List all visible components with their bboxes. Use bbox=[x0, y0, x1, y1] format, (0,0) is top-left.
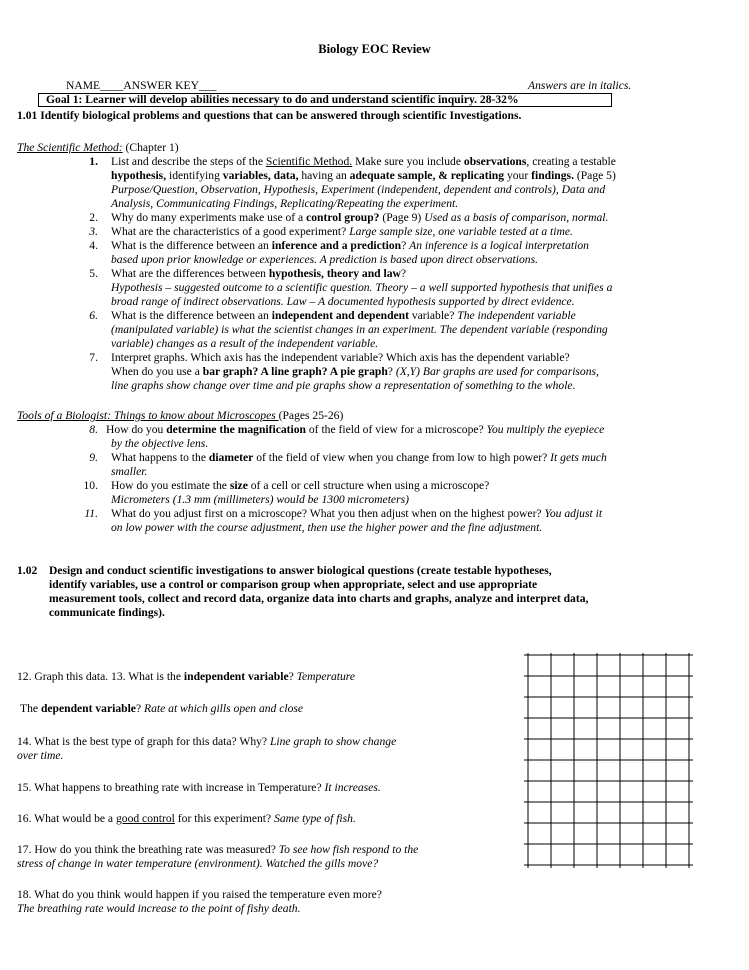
question-9: What happens to the diameter of the field of view when you change from low to high power? It gets much bbox=[111, 451, 607, 464]
answer-6-cont: variable) changes as a result of the independent variable. bbox=[111, 337, 379, 350]
objective-1-02-number: 1.02 bbox=[17, 564, 38, 577]
question-number: 11. bbox=[84, 507, 98, 520]
question-number: 2. bbox=[89, 211, 98, 224]
question-11: What do you adjust first on a microscope? What you then adjust when on the highest power? You adjust it bbox=[111, 507, 603, 520]
goal-box: Goal 1: Learner will develop abilities necessary to do and understand scientific inquiry. 28-32% bbox=[38, 93, 612, 107]
answer-1: Purpose/Question, Observation, Hypothesis, Experiment (independent, dependent and controls), Data and bbox=[111, 183, 606, 196]
question-1: List and describe the steps of the Scientific Method. Make sure you include observations, creating a testable bbox=[111, 155, 616, 168]
scientific-method-heading: The Scientific Method: (Chapter 1) bbox=[17, 141, 179, 154]
answer-7-cont: line graphs show change over time and pie graphs show a representation of something to the whole. bbox=[111, 379, 576, 392]
answer-9-cont: smaller. bbox=[111, 465, 148, 478]
question-6: What is the difference between an independent and dependent variable? The independent variable bbox=[111, 309, 576, 322]
answer-8-cont: by the objective lens. bbox=[111, 437, 209, 450]
answer-18: The breathing rate would increase to the point of fishy death. bbox=[17, 902, 301, 915]
name-line: NAME____ANSWER KEY___ bbox=[66, 79, 217, 92]
question-number: 6. bbox=[89, 309, 98, 322]
answers-note: Answers are in italics. bbox=[528, 79, 632, 92]
question-7-cont: When do you use a bar graph? A line graph? A pie graph? (X,Y) Bar graphs are used for comparisons, bbox=[111, 365, 599, 378]
blank-graph-grid bbox=[524, 653, 694, 869]
question-number: 5. bbox=[89, 267, 98, 280]
question-17: 17. How do you think the breathing rate was measured? To see how fish respond to the bbox=[17, 843, 419, 856]
answer-4-cont: based upon prior knowledge or experiences. A prediction is based upon direct observations. bbox=[111, 253, 538, 266]
question-number: 1. bbox=[89, 155, 98, 168]
question-2: Why do many experiments make use of a control group? (Page 9) Used as a basis of comparison, normal. bbox=[111, 211, 609, 224]
microscopes-heading: Tools of a Biologist: Things to know about Microscopes (Pages 25-26) bbox=[17, 409, 344, 422]
answer-10: Micrometers (1.3 mm (millimeters) would be 1300 micrometers) bbox=[111, 493, 409, 506]
question-number: 8. bbox=[89, 423, 98, 436]
answer-5: Hypothesis – suggested outcome to a scientific question. Theory – a well supported hypothesis that unifies a bbox=[111, 281, 613, 294]
question-4: What is the difference between an inference and a prediction? An inference is a logical interpretation bbox=[111, 239, 589, 252]
answer-6-cont: (manipulated variable) is what the scientist changes in an experiment. The dependent variable (responding bbox=[111, 323, 608, 336]
question-14: 14. What is the best type of graph for this data? Why? Line graph to show change bbox=[17, 735, 397, 748]
question-number: 10. bbox=[83, 479, 98, 492]
objective-1-02-text: measurement tools, collect and record data, organize data into charts and graphs, analyze and interpret data, bbox=[49, 592, 589, 605]
answer-14-cont: over time. bbox=[17, 749, 64, 762]
answer-5-cont: broad range of indirect observations. Law – A documented hypothesis supported by direct evidence. bbox=[111, 295, 575, 308]
question-1-cont: hypothesis, identifying variables, data, having an adequate sample, & replicating your findings. (Page 5) bbox=[111, 169, 616, 182]
question-8: How do you determine the magnification of the field of view for a microscope? You multiply the eyepiece bbox=[106, 423, 605, 436]
question-5: What are the differences between hypothesis, theory and law? bbox=[111, 267, 407, 280]
objective-1-02-text: identify variables, use a control or comparison group when appropriate, select and use appropriate bbox=[49, 578, 538, 591]
question-15: 15. What happens to breathing rate with increase in Temperature? It increases. bbox=[17, 781, 381, 794]
answer-1-cont: Analysis, Communicating Findings, Replicating/Repeating the experiment. bbox=[111, 197, 459, 210]
question-16: 16. What would be a good control for this experiment? Same type of fish. bbox=[17, 812, 356, 825]
question-number: 7. bbox=[89, 351, 98, 364]
objective-1-01: 1.01 Identify biological problems and questions that can be answered through scientific Investigations. bbox=[17, 109, 522, 122]
question-10: How do you estimate the size of a cell or cell structure when using a microscope? bbox=[111, 479, 490, 492]
question-number: 3. bbox=[89, 225, 98, 238]
question-7: Interpret graphs. Which axis has the independent variable? Which axis has the dependent variable? bbox=[111, 351, 570, 364]
question-12-13: 12. Graph this data. 13. What is the independent variable? Temperature bbox=[17, 670, 356, 683]
objective-1-02-text: Design and conduct scientific investigations to answer biological questions (create testable hypotheses, bbox=[49, 564, 552, 577]
question-3: What are the characteristics of a good experiment? Large sample size, one variable tested at a time. bbox=[111, 225, 573, 238]
dependent-variable-question: The dependent variable? Rate at which gills open and close bbox=[20, 702, 304, 715]
objective-1-02-text: communicate findings). bbox=[49, 606, 165, 619]
question-number: 9. bbox=[89, 451, 98, 464]
question-number: 4. bbox=[89, 239, 98, 252]
answer-17-cont: stress of change in water temperature (environment). Watched the gills move? bbox=[17, 857, 379, 870]
answer-11-cont: on low power with the course adjustment, then use the higher power and the fine adjustment. bbox=[111, 521, 543, 534]
document-title: Biology EOC Review bbox=[318, 42, 431, 56]
question-18: 18. What do you think would happen if you raised the temperature even more? bbox=[17, 888, 382, 901]
